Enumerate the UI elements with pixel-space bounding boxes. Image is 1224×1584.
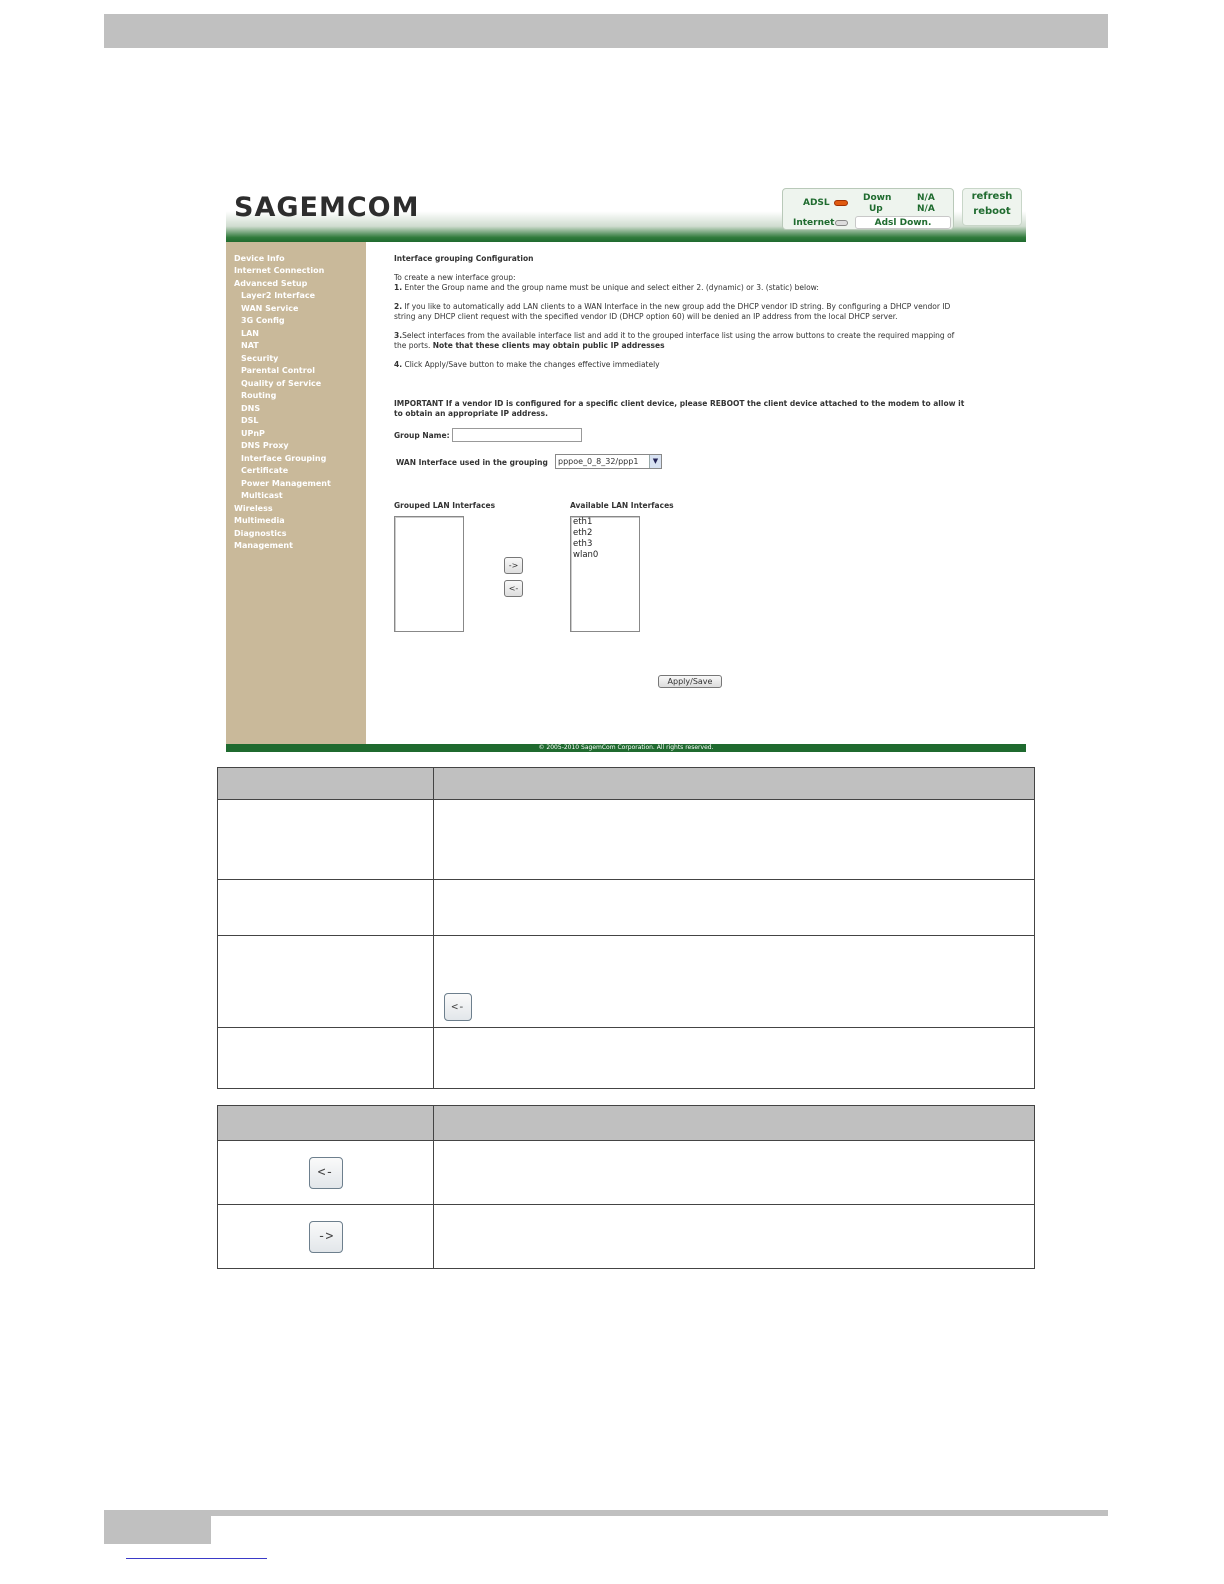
step-3-ports: the ports.: [394, 341, 431, 350]
wan-selected-value: pppoe_0_8_32/ppp1: [558, 457, 639, 466]
nav-management[interactable]: Management: [234, 541, 293, 550]
field-description-table: [217, 767, 1035, 1089]
internet-led-icon: [835, 220, 848, 226]
available-lan-list[interactable]: [570, 516, 640, 632]
nav-quality-of-service[interactable]: Quality of Service: [241, 379, 322, 388]
table-row: [218, 800, 1035, 880]
group-name-label: Group Name:: [394, 431, 450, 440]
chevron-down-icon[interactable]: ▼: [649, 455, 661, 468]
adsl-led-icon: [834, 200, 848, 206]
adsl-label: ADSL: [803, 198, 830, 208]
down-label: Down: [863, 193, 892, 203]
nav-upnp[interactable]: UPnP: [241, 429, 265, 438]
nav-layer2-interface[interactable]: Layer2 Interface: [241, 291, 316, 300]
table-row: [218, 936, 1035, 1028]
step-3-text: Select interfaces from the available interface list and add it to the grouped interface list using the arrow buttons to create the required mapping of: [402, 331, 955, 340]
lan-option-eth3[interactable]: eth3: [573, 539, 593, 549]
table-row: [218, 880, 1035, 936]
nav-diagnostics[interactable]: Diagnostics: [234, 529, 287, 538]
grouped-lan-label: Grouped LAN Interfaces: [394, 501, 496, 510]
wan-interface-label: WAN Interface used in the grouping: [396, 458, 548, 467]
nav-parental-control[interactable]: Parental Control: [241, 366, 315, 375]
step-1-num: 1.: [394, 283, 403, 292]
lan-option-wlan0[interactable]: wlan0: [573, 550, 599, 560]
nav-multicast[interactable]: Multicast: [241, 491, 283, 500]
table-cell: [434, 1141, 1035, 1205]
adsl-state: Adsl Down.: [855, 216, 951, 229]
router-content: [366, 242, 1026, 744]
table-row: [218, 1141, 1035, 1205]
step-2-num: 2.: [394, 302, 403, 311]
nav-dns[interactable]: DNS: [241, 404, 261, 413]
header-cell: [434, 768, 1035, 800]
internet-label: Internet: [793, 218, 835, 228]
apply-save-button[interactable]: Apply/Save: [658, 675, 722, 688]
footnote-link-underline: [126, 1558, 267, 1559]
left-arrow-icon: <-: [309, 1157, 343, 1189]
table-header-row: [218, 1106, 1035, 1141]
table-row: [218, 1205, 1035, 1269]
router-screenshot: [226, 186, 1026, 752]
table-cell: [218, 936, 434, 1028]
table-row: [218, 1028, 1035, 1089]
header-cell: [218, 768, 434, 800]
page-header-bar: [104, 14, 1108, 48]
step-3-note: Note that these clients may obtain public IP addresses: [432, 341, 665, 350]
add-interface-button[interactable]: ->: [504, 557, 523, 574]
table-cell: [434, 1205, 1035, 1269]
reboot-link[interactable]: reboot: [973, 206, 1011, 217]
router-footer: © 2005-2010 SagemCom Corporation. All rights reserved.: [226, 744, 1026, 752]
router-header: [226, 186, 1026, 242]
nav-interface-grouping[interactable]: Interface Grouping: [241, 454, 327, 463]
table-cell: [218, 1028, 434, 1089]
table-cell: [434, 880, 1035, 936]
lan-option-eth2[interactable]: eth2: [573, 528, 593, 538]
nav-dns-proxy[interactable]: DNS Proxy: [241, 441, 289, 450]
arrow-button-table: [217, 1105, 1035, 1269]
down-rate: N/A: [917, 193, 935, 203]
nav-3g-config[interactable]: 3G Config: [241, 316, 285, 325]
nav-multimedia[interactable]: Multimedia: [234, 516, 285, 525]
table-cell: [434, 1028, 1035, 1089]
nav-certificate[interactable]: Certificate: [241, 466, 289, 475]
step-1-text: Enter the Group name and the group name must be unique and select either 2. (dynamic) or 3. (static) below:: [404, 283, 819, 292]
nav-nat[interactable]: NAT: [241, 341, 259, 350]
available-lan-label: Available LAN Interfaces: [570, 501, 674, 510]
nav-wan-service[interactable]: WAN Service: [241, 304, 299, 313]
page-footer-rule: [104, 1510, 1108, 1516]
up-rate: N/A: [917, 204, 935, 214]
right-arrow-icon: ->: [309, 1221, 343, 1253]
step-1: [394, 283, 819, 292]
header-cell: [218, 1106, 434, 1141]
important-line-1: IMPORTANT If a vendor ID is configured for a specific client device, please REBOOT the client device attached to the modem to allow it: [394, 399, 965, 408]
header-cell: [434, 1106, 1035, 1141]
page-footer-block: [104, 1516, 211, 1544]
router-sidebar: [226, 242, 366, 744]
nav-dsl[interactable]: DSL: [241, 416, 259, 425]
table-cell: [218, 1205, 434, 1269]
grouped-lan-list[interactable]: [394, 516, 464, 632]
nav-internet-connection[interactable]: Internet Connection: [234, 266, 325, 275]
table-cell: [218, 800, 434, 880]
nav-routing[interactable]: Routing: [241, 391, 277, 400]
nav-security[interactable]: Security: [241, 354, 279, 363]
page-title: Interface grouping Configuration: [394, 254, 534, 263]
step-4-text: Click Apply/Save button to make the changes effective immediately: [404, 360, 660, 369]
lan-option-eth1[interactable]: eth1: [573, 517, 593, 527]
step-3-line-1: [394, 331, 954, 340]
step-2-line-1: [394, 302, 950, 311]
remove-arrow-icon: <-: [444, 993, 472, 1021]
step-4-num: 4.: [394, 360, 403, 369]
table-cell: [218, 1141, 434, 1205]
table-cell: [218, 880, 434, 936]
nav-power-management[interactable]: Power Management: [241, 479, 331, 488]
sagemcom-logo: SAGEMCOM: [234, 192, 420, 223]
step-3-num: 3.: [394, 331, 403, 340]
nav-device-info[interactable]: Device Info: [234, 254, 285, 263]
nav-lan[interactable]: LAN: [241, 329, 259, 338]
step-4: [394, 360, 660, 369]
refresh-link[interactable]: refresh: [971, 191, 1013, 202]
refresh-reboot-panel: [962, 188, 1022, 226]
step-2-text: If you like to automatically add LAN clients to a WAN Interface in the new group add the DHCP vendor ID string. By configuring a DHCP vendor ID: [404, 302, 951, 311]
connection-status-panel: [782, 188, 954, 230]
group-name-input[interactable]: [452, 428, 582, 442]
nav-advanced-setup[interactable]: Advanced Setup: [234, 279, 308, 288]
remove-interface-button[interactable]: <-: [504, 580, 523, 597]
step-2-line-2: string any DHCP client request with the specified vendor ID (DHCP option 60) will be denied an IP address from the local DHCP server.: [394, 312, 898, 321]
table-cell: [434, 936, 1035, 1028]
up-label: Up: [869, 204, 883, 214]
step-3-line-2: [394, 341, 665, 350]
nav-wireless[interactable]: Wireless: [234, 504, 273, 513]
intro-text: To create a new interface group:: [394, 273, 516, 282]
wan-interface-select[interactable]: [555, 454, 662, 469]
table-header-row: [218, 768, 1035, 800]
table-cell: [434, 800, 1035, 880]
important-line-2: to obtain an appropriate IP address.: [394, 409, 548, 418]
